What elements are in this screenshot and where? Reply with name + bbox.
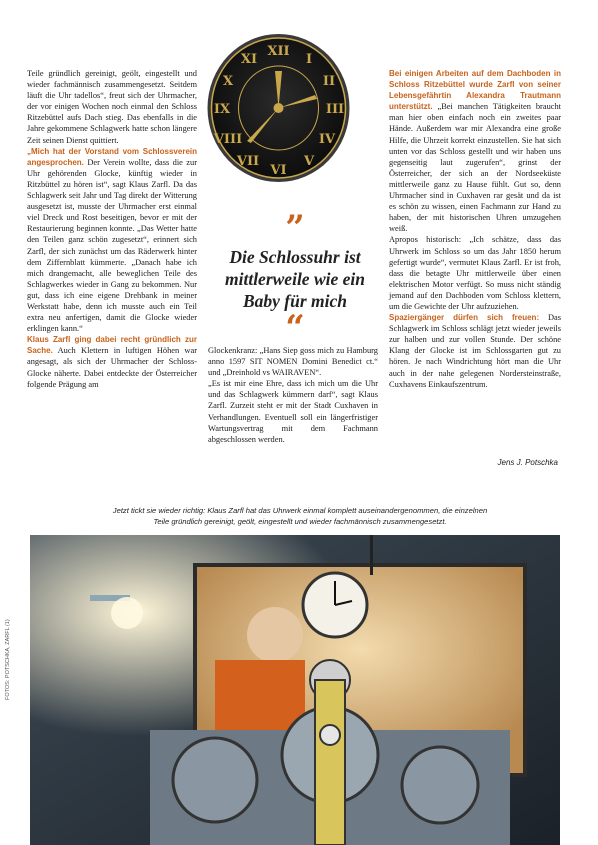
subheading: Klaus Zarfl ging dabei recht gründlich zur Sache. <box>27 335 197 356</box>
pull-quote <box>210 208 380 348</box>
quote-close-mark: “ <box>285 308 305 348</box>
caption-line: Teile gründlich gereinigt, geölt, eingestellt und wieder fachmännisch zusammengesetzt. <box>153 517 447 526</box>
svg-text:I: I <box>305 52 313 67</box>
paragraph-text: Glockenkranz: „Hans Siep goss mich zu Hamburg anno 1597 SIT NOMEN Domini Benedict ct.“ und „Dreinhold vs WAIRAVEN“. <box>208 346 378 378</box>
svg-text:VIII: VIII <box>213 132 243 147</box>
article-column-left <box>27 68 197 390</box>
subheading: Bei einigen Arbeiten auf dem Dachboden in Schloss Ritzebüttel wurde Zarfl von seiner Lebensgefährtin Alexandra Trautmann unterstützt. <box>389 69 561 112</box>
quote-text: Die Schlossuhr ist mittlerweile wie ein Baby für mich <box>225 247 365 311</box>
svg-text:VI: VI <box>270 163 287 178</box>
photo-credit: FOTOS: POTSCHKA, ZARFL (1) <box>5 619 11 700</box>
paragraph-text: „Es ist mir eine Ehre, dass ich mich um die Uhr und das Schlagwerk kümmern darf“, sagt Klaus Zarfl. Zurzeit steht er mit der Stadt Cuxhaven in Verhandlungen. Eventuell soll ein längerfristiger Wartungsvertrag mit dem Fachmann abgeschlossen werden. <box>208 379 378 444</box>
article-column-middle <box>208 345 378 445</box>
paragraph-text: Teile gründlich gereinigt, geölt, eingestellt und wieder fachmännisch zusammengesetzt. Seitdem läuft die Uhr tadellos“, freut sich der Uhrmacher, der vor einigen Wochen noch einmal den Schloss Ritzebüttel aufs Dach stieg. Das ebenfalls in die Jahre gekommene Schlagwerk hatte schon längere Zeit seinen Dienst quittiert. <box>27 69 197 145</box>
tower-clock-photo <box>207 33 350 183</box>
photo-caption <box>50 505 550 527</box>
author-signature: Jens J. Potschka <box>497 458 558 467</box>
subheading: Spaziergänger dürfen sich freuen: <box>389 313 540 323</box>
svg-text:VII: VII <box>236 154 260 169</box>
svg-text:V: V <box>303 154 315 169</box>
svg-text:IV: IV <box>318 132 336 147</box>
svg-text:X: X <box>222 74 234 89</box>
svg-text:IX: IX <box>213 102 231 117</box>
paragraph-text: Das Schlagwerk im Schloss schlägt jetzt wieder jeweils zur halben und zur vollen Stunde. Der schöne Klang der Glocke ist im Schlossgarten gut zu hören. Je nach Windrichtung hört man die Uhr auch in der nahe gelegenen Nordersteinstraße, Cuxhavens Einkaufszentrum. <box>389 313 561 389</box>
paragraph-text: Apropos historisch: „Ich schätze, dass das Uhrwerk im Schloss so um das Jahr 1850 herum gefertigt wurde“, vermutet Klaus Zarfl. Er ist froh, dass die betagte Uhr mittlerweile über einen elektrischen Motor verfügt. So muss nicht ständig jemand auf den Dachboden vom Schloss klettern, um die Gewichte der Uhr aufzuziehen. <box>389 235 561 311</box>
svg-text:XI: XI <box>240 52 258 67</box>
paragraph-text: „Bei manchen Tätigkeiten braucht man hier oben einfach noch ein zweites paar Hände. Außerdem war mir Alexandra eine große Hilfe, die Uhrzeit korrekt einzustellen. Sie hat sich unten vor das Schloss gestellt und wir haben uns gegenseitig laut zugerufen“, grinst der Österreicher, der sich an der Nordseeküste mittlerweile ganz zu Hause fühlt. Gut so, denn Uhrmacher sind in Cuxhaven rar gesät und da ist es schön zu wissen, einen Fachmann zur Hand zu haben, der mit historischen Uhren umzugehen weiß. <box>389 102 561 234</box>
subheading: „Mich hat der Vorstand vom Schlossverein angesprochen. <box>27 146 197 167</box>
paragraph-text: Auch Klettern in luftigen Höhen war angesagt, als sich der Uhrmacher der Schloss-Glocke näherte. Dabei entdeckte der Österreicher folgende Prägung am <box>27 346 197 389</box>
svg-text:XII: XII <box>267 44 290 59</box>
article-column-right <box>389 68 561 390</box>
paragraph-text: Der Verein wollte, dass die zur Uhr gehörenden Glocke, künftig wieder in Ritzbüttel zu hören ist“, sagt Klaus Zarfl. Da das Schlagwerk seit Jahr und Tag direkt der Witterung ausgesetzt ist, musste der Uhrmacher erst einmal viel Dreck und Rost beseitigen, bevor er mit der Restaurierung beginnen konnte. „Das Wetter hatte den Teilen ganz schön zugesetzt“, erinnert sich Zarfl, der sich zunächst um das Räderwerk hinter dem Ziffernblatt kümmerte. „Danach habe ich mich drangemacht, alle beweglichen Teile des Schlagwerkes wieder in Gang zu bekommen. Nur gut, dass ich eine eigene Drehbank in meiner Werkstatt habe, denn ich musste auch ein Teil extra neu anfertigen, damit die Glocke wieder erklingen kann.“ <box>27 157 197 334</box>
quote-open-mark: ” <box>285 208 305 248</box>
svg-text:III: III <box>325 102 345 117</box>
caption-line: Jetzt tickt sie wieder richtig: Klaus Zarfl hat das Uhrwerk einmal komplett auseinandergenommen, die einzelnen <box>112 506 488 515</box>
clockwork-photo <box>30 535 560 845</box>
svg-text:II: II <box>322 74 336 89</box>
